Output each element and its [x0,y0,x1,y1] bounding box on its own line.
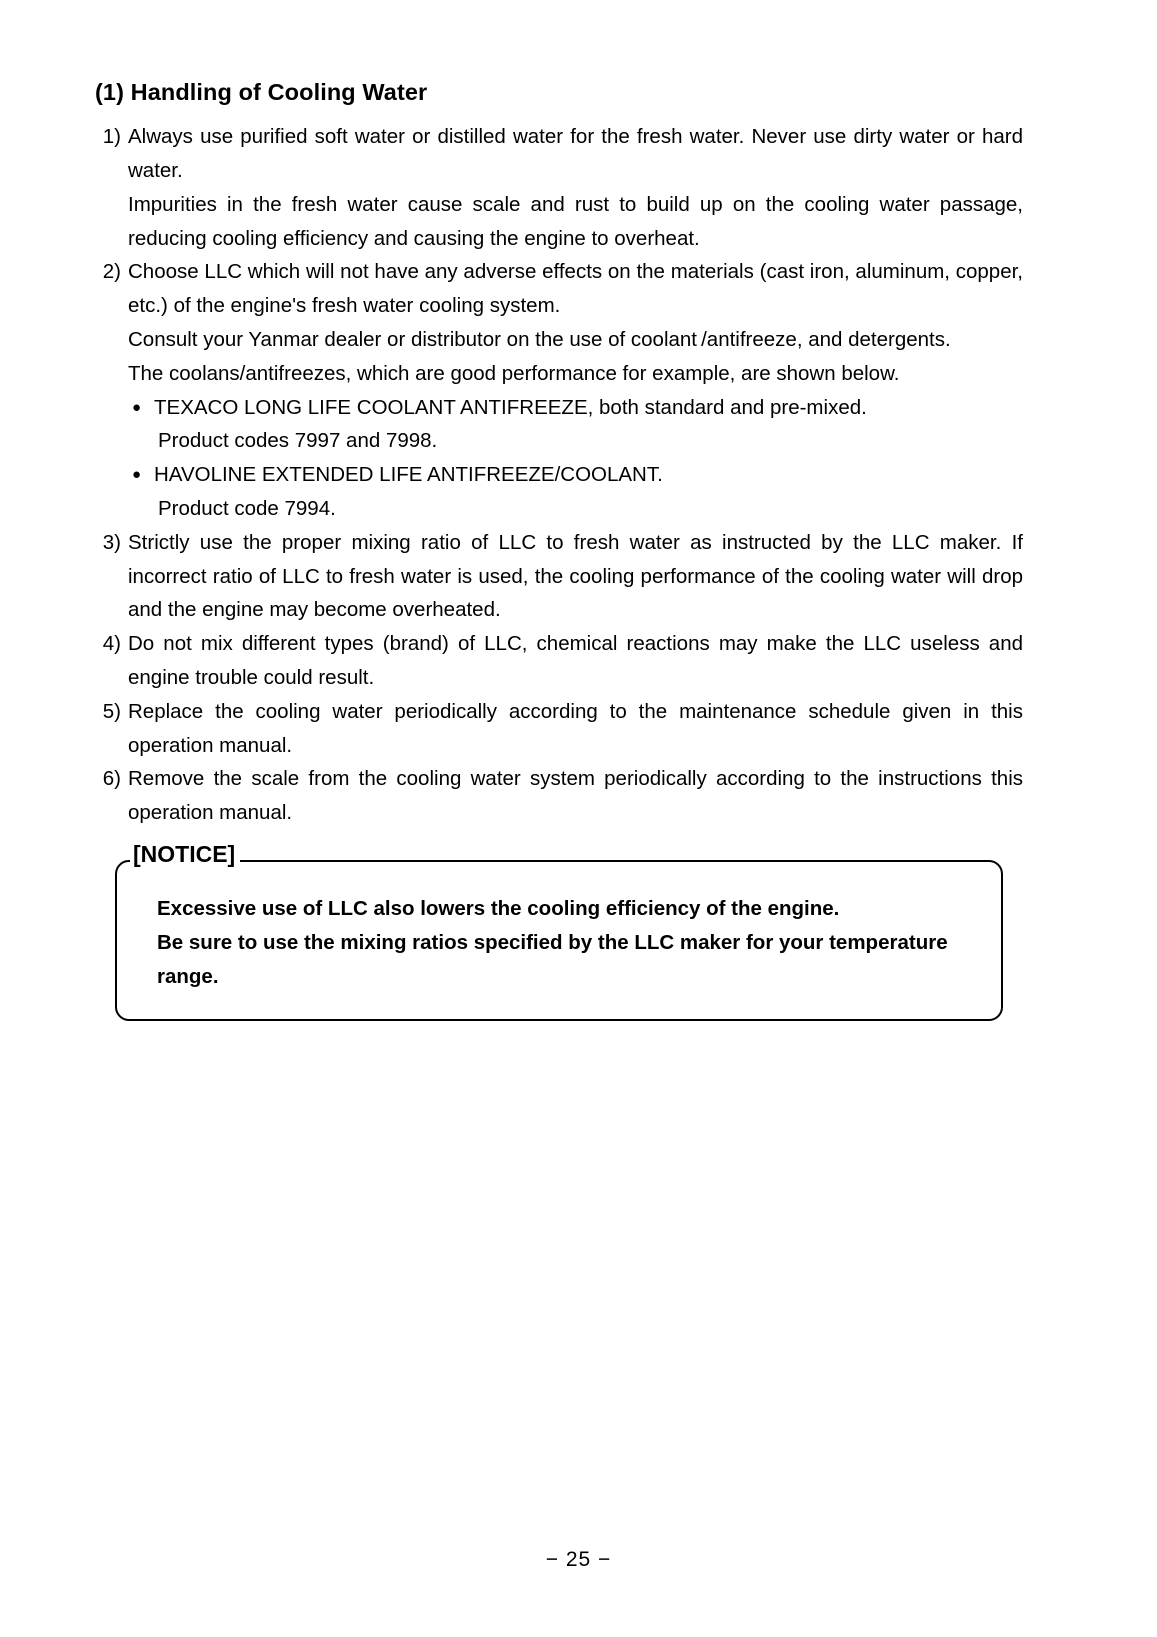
paragraph: Consult your Yanmar dealer or distributor on the use of coolant /antifreeze, and detergents. [128,327,951,351]
list-item-body [128,120,1023,255]
bullet-subtext: Product codes 7997 and 7998. [158,429,438,453]
notice-line: Excessive use of LLC also lowers the cooling efficiency of the engine. [157,896,840,920]
bullet-subtext: Product code 7994. [158,496,336,520]
list-item-marker: 6) [102,767,121,791]
bullet-row [128,458,1023,492]
notice-callout [115,840,1003,1021]
bullet-item [128,391,1023,459]
list-item [95,255,1023,525]
bullet-dot-icon: ● [132,398,142,416]
bullet-dot-icon: ● [132,466,142,484]
paragraph: Do not mix different types (brand) of LLC, chemical reactions may make the LLC useless and engine trouble could result. [128,632,1023,689]
bullet-item [128,458,1023,526]
list-item-marker: 1) [102,125,121,149]
notice-line: Be sure to use the mixing ratios specified by the LLC maker for your temperature range. [157,930,948,988]
paragraph: Always use purified soft water or distilled water for the fresh water. Never use dirty water or hard water. [128,125,1023,182]
paragraph: The coolans/antifreezes, which are good performance for example, are shown below. [128,361,900,385]
paragraph: Remove the scale from the cooling water system periodically according to the instructions this operation manual. [128,767,1023,825]
paragraph: Replace the cooling water periodically according to the maintenance schedule given in this operation manual. [128,699,1023,757]
paragraph: Impurities in the fresh water cause scale and rust to build up on the cooling water passage, reducing cooling efficiency and causing the engine to overheat. [128,192,1023,250]
notice-box [115,840,1003,1021]
paragraph: Strictly use the proper mixing ratio of LLC to fresh water as instructed by the LLC maker. If incorrect ratio of LLC to fresh water is used, the cooling performance of the cooling water will drop and the engine may become overheated. [128,530,1023,622]
list-item-body [128,526,1023,627]
list-item [95,695,1023,763]
list-item [95,762,1023,830]
bullet-text: TEXACO LONG LIFE COOLANT ANTIFREEZE, both standard and pre-mixed. [154,395,867,419]
list-item-marker: 4) [102,632,121,656]
page-title: (1) Handling of Cooling Water [95,79,428,105]
page-number: − 25 − [545,1548,612,1571]
bullet-text: HAVOLINE EXTENDED LIFE ANTIFREEZE/COOLANT. [154,463,663,487]
page-content [95,78,1023,1021]
list-item-body [128,695,1023,763]
list-item-body [128,762,1023,830]
list-item-body [128,255,1023,525]
paragraph: Choose LLC which will not have any adverse effects on the materials (cast iron, aluminum, copper, etc.) of the engine's fresh water cooling system. [128,260,1023,318]
list-item [95,627,1023,695]
list-item-marker: 5) [102,699,121,723]
instruction-list [95,120,1023,830]
list-item [95,526,1023,627]
list-item-marker: 3) [102,530,121,554]
list-item-marker: 2) [102,260,121,284]
product-bullet-list [128,391,1023,526]
notice-label: [NOTICE] [130,843,240,866]
list-item-body [128,627,1023,695]
list-item [95,120,1023,255]
bullet-row [128,391,1023,425]
